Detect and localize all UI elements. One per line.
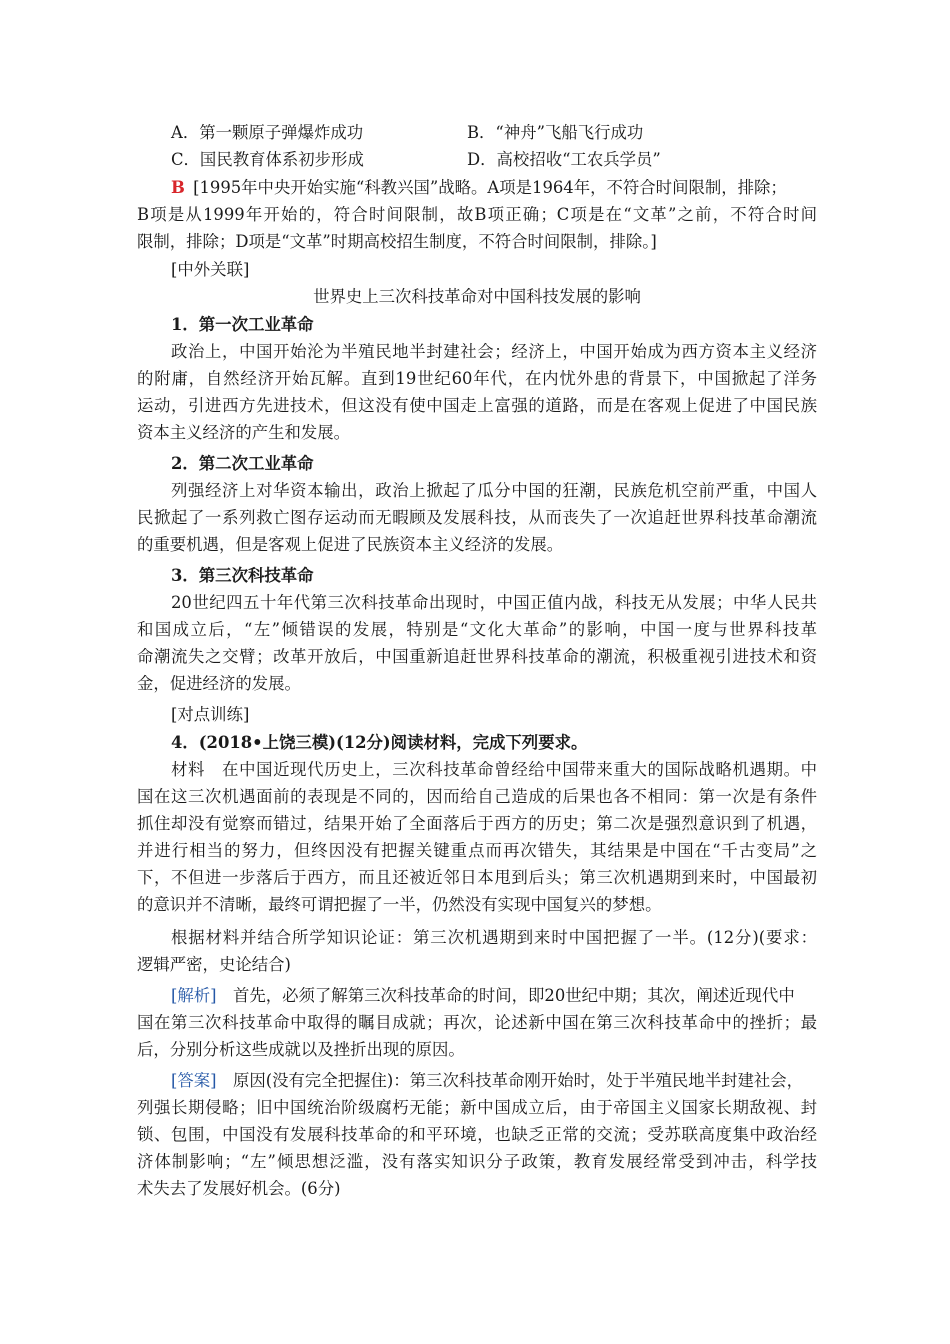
section-1-line-4: 资本主义经济的产生和发展。 <box>137 423 351 442</box>
section-3-heading: 3．第三次科技革命 <box>171 566 314 585</box>
section-1-heading: 1．第一次工业革命 <box>171 315 314 334</box>
answer-line-3: 锁、包围，中国没有发展科技革命的和平环境，也缺乏正常的交流；受苏联高度集中政治经 <box>137 1125 817 1144</box>
analysis-line-1: [解析] 首先，必须了解第三次科技革命的时间，即20世纪中期；其次，阐述近现代中 <box>171 986 795 1005</box>
answer-line-2: 列强长期侵略；旧中国统治阶级腐朽无能；新中国成立后，由于帝国主义国家长期敌视、封 <box>137 1098 817 1117</box>
answer-line-1: [答案] 原因(没有完全把握住)：第三次科技革命刚开始时，处于半殖民地半封建社会， <box>171 1071 804 1090</box>
section-1-line-2: 的附庸，自然经济开始瓦解。直到19世纪60年代，在内忧外患的背景下，中国掀起了洋务 <box>137 369 817 388</box>
answer-1-line-2: B项是从1999年开始的，符合时间限制，故B项正确；C项是在“文革”之前，不符合时间 <box>137 205 817 224</box>
option-d: D．高校招收“工农兵学员” <box>467 150 661 169</box>
material-line-1: 材料 在中国近现代历史上，三次科技革命曾经给中国带来重大的国际战略机遇期。中 <box>171 760 817 779</box>
material-line-3: 抓住却没有觉察而错过，结果开始了全面落后于西方的历史；第二次是强烈意识到了机遇， <box>137 814 817 833</box>
section-3-line-4: 金，促进经济的发展。 <box>137 674 301 693</box>
section-1-line-1: 政治上，中国开始沦为半殖民地半封建社会；经济上，中国开始成为西方资本主义经济 <box>171 342 817 361</box>
option-b: B．“神舟”飞船飞行成功 <box>467 123 644 142</box>
answer-line-5: 术失去了发展好机会。(6分) <box>137 1179 341 1198</box>
analysis-line-2: 国在第三次科技革命中取得的瞩目成就；再次，论述新中国在第三次科技革命中的挫折；最 <box>137 1013 817 1032</box>
section-2-line-3: 的重要机遇，但是客观上促进了民族资本主义经济的发展。 <box>137 535 564 554</box>
answer-1-line-1: B [1995年中央开始实施“科教兴国”战略。A项是1964年，不符合时间限制，排除； <box>171 178 787 197</box>
requirement-line-2: 逻辑严密，史论结合) <box>137 955 291 974</box>
analysis-line-3: 后，分别分析这些成就以及挫折出现的原因。 <box>137 1040 465 1059</box>
answer-tag: [答案] <box>171 1071 217 1090</box>
section-3-line-2: 和国成立后，“左”倾错误的发展，特别是“文化大革命”的影响，中国一度与世界科技革 <box>137 620 817 639</box>
material-line-6: 的意识并不清晰，最终可谓把握了一半，仍然没有实现中国复兴的梦想。 <box>137 895 662 914</box>
material-line-4: 并进行相当的努力，但终因没有把握关键重点而再次错失，其结果是中国在“千古变局”之 <box>137 841 817 860</box>
section-3-line-3: 命潮流失之交臂；改革开放后，中国重新追赶世界科技革命的潮流，积极重视引进技术和资 <box>137 647 817 666</box>
training-heading: [对点训练] <box>171 705 250 724</box>
answer-letter: B <box>171 178 185 197</box>
link-heading: [中外关联] <box>171 260 250 279</box>
option-c: C．国民教育体系初步形成 <box>171 150 364 169</box>
requirement-line-1: 根据材料并结合所学知识论证：第三次机遇期到来时中国把握了一半。(12分)(要求： <box>171 928 817 947</box>
section-1-line-3: 运动，引进西方先进技术，但这没有使中国走上富强的道路，而是在客观上促进了中国民族 <box>137 396 817 415</box>
answer-1-line-3: 限制，排除；D项是“文革”时期高校招生制度，不符合时间限制，排除。] <box>137 232 657 251</box>
section-2-line-2: 民掀起了一系列救亡图存运动而无暇顾及发展科技，从而丧失了一次追赶世界科技革命潮流 <box>137 508 817 527</box>
section-2-heading: 2．第二次工业革命 <box>171 454 314 473</box>
material-line-2: 国在这三次机遇面前的表现是不同的，因而给自己造成的后果也各不相同：第一次是有条件 <box>137 787 817 806</box>
option-a: A．第一颗原子弹爆炸成功 <box>171 123 364 142</box>
section-3-line-1: 20世纪四五十年代第三次科技革命出现时，中国正值内战，科技无从发展；中华人民共 <box>171 593 817 612</box>
analysis-tag: [解析] <box>171 986 217 1005</box>
answer-line-4: 济体制影响；“左”倾思想泛滥，没有落实知识分子政策，教育发展经常受到冲击，科学技 <box>137 1152 817 1171</box>
material-line-5: 下，不但进一步落后于西方，而且还被近邻日本甩到后头；第三次机遇期到来时，中国最初 <box>137 868 817 887</box>
section-2-line-1: 列强经济上对华资本输出，政治上掀起了瓜分中国的狂潮，民族危机空前严重，中国人 <box>171 481 817 500</box>
section-title: 世界史上三次科技革命对中国科技发展的影响 <box>313 287 641 306</box>
question-4-head: 4．(2018•上饶三模)(12分)阅读材料，完成下列要求。 <box>171 733 588 752</box>
